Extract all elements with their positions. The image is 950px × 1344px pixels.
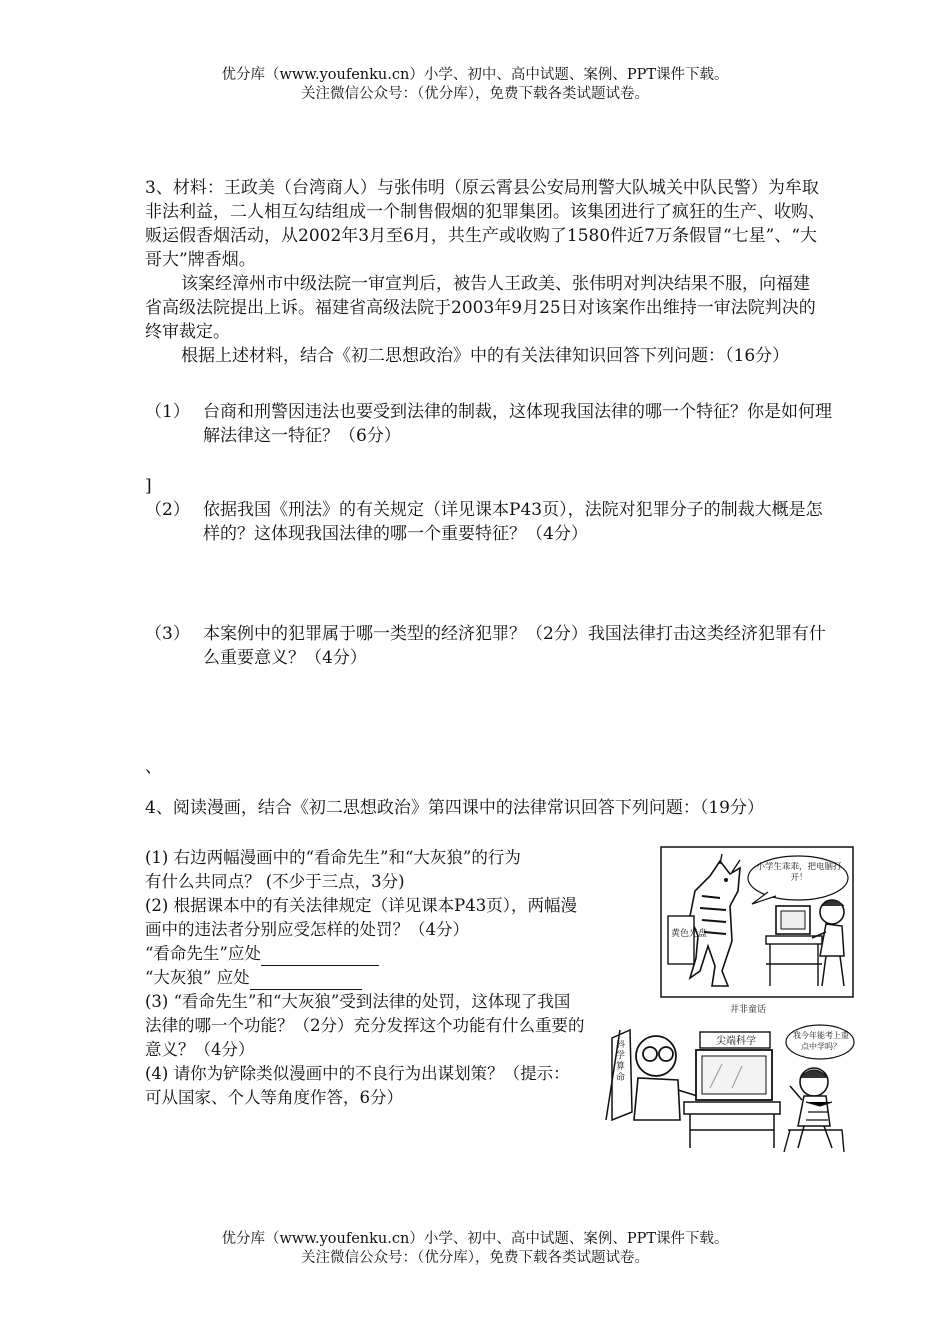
q3-item-3 [145,622,835,670]
q4-fill-2 [145,966,605,990]
stray-mark: 、 [145,757,162,777]
q3-item-1 [145,400,835,448]
page-header [0,66,950,104]
q4-fill-1-blank [261,947,379,966]
header-line-2: 关注微信公众号：（优分库），免费下载各类试题试卷。 [301,86,649,102]
q3-paragraph-2: 该案经漳州市中级法院一审宣判后，被告人王政美、张伟明对判决结果不服，向福建省高级法院提出上诉。福建省高级法院于2003年9月25日对该案作出维持一审法院判决的终审裁定。 [145,274,816,342]
footer-line-2: 关注微信公众号：（优分库），免费下载各类试题试卷。 [301,1250,649,1266]
q3-paragraph-3: 根据上述材料，结合《初二思想政治》中的有关法律知识回答下列问题：（16分） [181,346,790,366]
q3-item-1-number: （1） [145,402,190,422]
q3-paragraph-1: 3、材料：王政美（台湾商人）与张伟明（原云霄县公安局刑警大队城关中队民警）为牟取非法利益，二人相互勾结组成一个制售假烟的犯罪集团。该集团进行了疯狂的生产、收购、贩运假香烟活动，从2002年3月至6月，共生产或收购了1580件近7万条假冒“七星”、“大哥大”牌香烟。 [145,178,825,270]
q4-fill-2-blank [250,971,362,990]
cartoon-fortune-teller-drawing [592,1020,858,1156]
q4-intro: 4、阅读漫画，结合《初二思想政治》第四课中的法律常识回答下列问题：（19分） [145,798,764,818]
q3-material [145,176,825,368]
stray-bracket: ] [145,476,152,496]
cartoon-wolf-sign: 黄色光盘 [671,929,708,939]
cartoon-fortune-flag: 科学算命 [616,1040,626,1083]
q3-item-1-text: 台商和刑警因违法也要受到法律的制裁，这体现我国法律的哪一个特征？你是如何理解法律这一特征？（6分） [203,402,832,446]
q3-item-2-text: 依据我国《刑法》的有关规定（详见课本P43页），法院对犯罪分子的制裁大概是怎样的？这体现我国法律的哪一个重要特征？（4分） [203,500,823,544]
q4-item-3: (3) “看命先生”和“大灰狼”受到法律的处罚，这体现了我国法律的哪一个功能？（2分）充分发挥这个功能有什么重要的意义？（4分） [145,992,585,1059]
cartoon-wolf [660,846,856,1016]
q3-item-2-number: （2） [145,500,190,520]
header-line-1: 优分库（www.youfenku.cn）小学、初中、高中试题、案例、PPT课件下载。 [221,67,729,83]
q3-item-3-text: 本案例中的犯罪属于哪一类型的经济犯罪？（2分）我国法律打击这类经济犯罪有什么重要意义？（4分） [203,624,826,668]
footer-line-1: 优分库（www.youfenku.cn）小学、初中、高中试题、案例、PPT课件下载。 [221,1231,729,1247]
q4-fill-1-label: “看命先生”应处 [145,944,261,963]
cartoon-wolf-drawing [660,846,856,1016]
q4-fill-1 [145,942,605,966]
q4-items [145,846,605,1110]
q3-item-2 [145,498,835,546]
cartoon-fortune-bubble: 我今年能考上重点中学吗？ [793,1031,849,1051]
cartoon-wolf-caption: 井非童话 [730,1005,767,1015]
q4-item-1: (1) 右边两幅漫画中的“看命先生”和“大灰狼”的行为有什么共同点？ (不少于三点，3分) [145,848,521,891]
cartoon-fortune-teller [592,1020,858,1156]
q4-item-2: (2) 根据课本中的有关法律规定（详见课本P43页），两幅漫画中的违法者分别应受怎样的处罚？（4分） [145,896,577,939]
q4-fill-2-label: “大灰狼” 应处 [145,968,250,987]
cartoon-wolf-bubble: 小学生乖乖，把电脑打开！ [756,862,842,883]
page-footer [0,1230,950,1268]
q4-item-4: (4) 请你为铲除类似漫画中的不良行为出谋划策？（提示：可从国家、个人等角度作答，6分） [145,1064,570,1107]
q3-item-3-number: （3） [145,624,190,644]
cartoon-fortune-banner: 尖端科学 [716,1036,756,1047]
